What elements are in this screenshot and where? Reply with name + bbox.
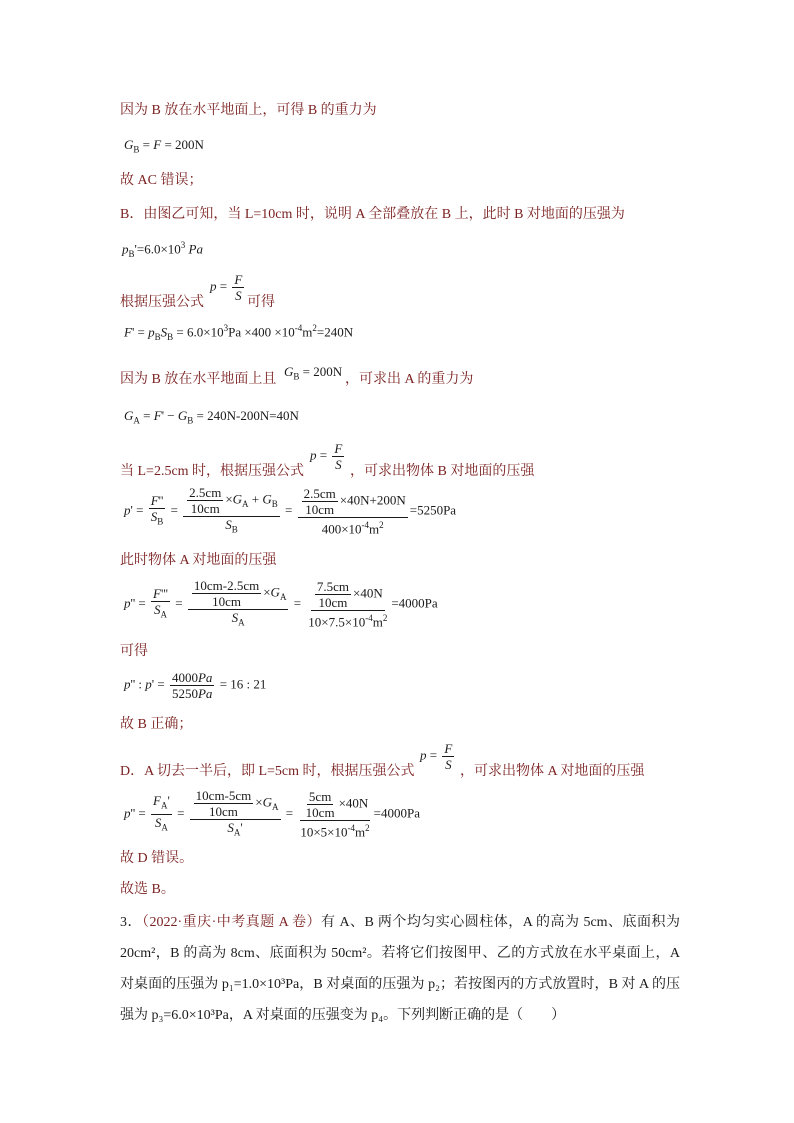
text-line: ，可求出物体 B 对地面的压强 [350,464,535,479]
text-line: 此时物体 A 对地面的压强 [120,553,277,568]
formula-gb: $G_B = F = 200N$ [124,137,204,155]
formula-p-fs: p = $\frac{F}{S}$ [310,441,343,472]
formula-p-fs: p = $\frac{F}{S}$ [210,272,243,303]
text-line: ，可求出 A 的重力为 [345,372,474,387]
formula-e2: p'' = $\frac{F'''}{S_A}$ = $\frac{10cm-2.5cm}{10cm}$ $\times G_A$ $S_A$ = $\frac{7.5cm}{10cm}$ ×40N $10\times 7.5\times 10^{-4}m^2$ =4000Pa [124,578,438,630]
text-line: 故 B 正确； [120,717,193,732]
question-3 [120,907,680,1031]
text-line: 故 AC 错误； [120,173,203,188]
text-line: 因为 B 放在水平地面上，可得 B 的重力为 [120,103,377,118]
text-line: 可得 [247,295,275,310]
formula-gb2: $G_B = 200N$ [284,364,343,382]
question-body: 有 A、B 两个均匀实心圆柱体，A 的高为 5cm、底面积为 20cm²，B 的高为 8cm、底面积为 50cm²。若将它们按图甲、乙的方式放在水平桌面上，A 对桌面的压强为 p₁=1.0×10³Pa，B 对桌面的压强为 p₂；若按图丙的方式放置时，B 对 A 的压强为 p₃=6.0×10³Pa，A 对桌面的压强变为 p₄。下列判断正确的是（ ） [120,915,681,1023]
text-line: ，可求出物体 A 对地面的压强 [460,764,645,779]
question-source: （2022·重庆·中考真题 A 卷） [141,915,321,930]
text-line: 当 L=2.5cm 时，根据压强公式 [120,464,305,479]
text-line: B．由图乙可知，当 L=10cm 时，说明 A 全部叠放在 B 上，此时 B 对地面的压强为 [120,207,625,222]
formula-e1: p' = $\frac{F''}{S_B}$ = $\frac{2.5cm}{10cm}$ $\times G_A + G_B$ $S_B$ = $\frac{2.5cm}{10cm}$ ×40N+200N $400\times 10^{-4}m^2$ =5250Pa [124,485,457,537]
formula-ga: $G_A = F' - G_B = 240N-200N=40N$ [124,408,299,426]
text-line: 故 D 错误。 [120,851,194,866]
formula-ratio: p'' : p' = $\frac{4000Pa}{5250Pa}$ = 16 : 21 [124,670,267,701]
text-line: 故选 B。 [120,882,175,897]
formula-p-fs: p = $\frac{F}{S}$ [420,741,453,772]
question-number: 3． [120,915,142,930]
formula-e3: p'' = $\frac{F_A'}{S_A}$ = $\frac{10cm-5cm}{10cm}$ $\times G_A$ $S_A'$ = $\frac{5cm}{10cm}$ ×40N $10\times 5\times 10^{-4}m^2$ =4000Pa [124,788,420,840]
text-line: 可得 [120,644,148,659]
formula-f1: $F' = p_BS_B = 6.0\times 10^3Pa \times 400 \times 10^{-4}m^2=240N$ [124,323,354,342]
formula-pb: $p_B'=6.0\times 10^3$ Pa [122,240,203,259]
text-line: 因为 B 放在水平地面上且 [120,372,277,387]
text-line: D．A 切去一半后，即 L=5cm 时，根据压强公式 [120,764,415,779]
text-line: 根据压强公式 [120,295,204,310]
